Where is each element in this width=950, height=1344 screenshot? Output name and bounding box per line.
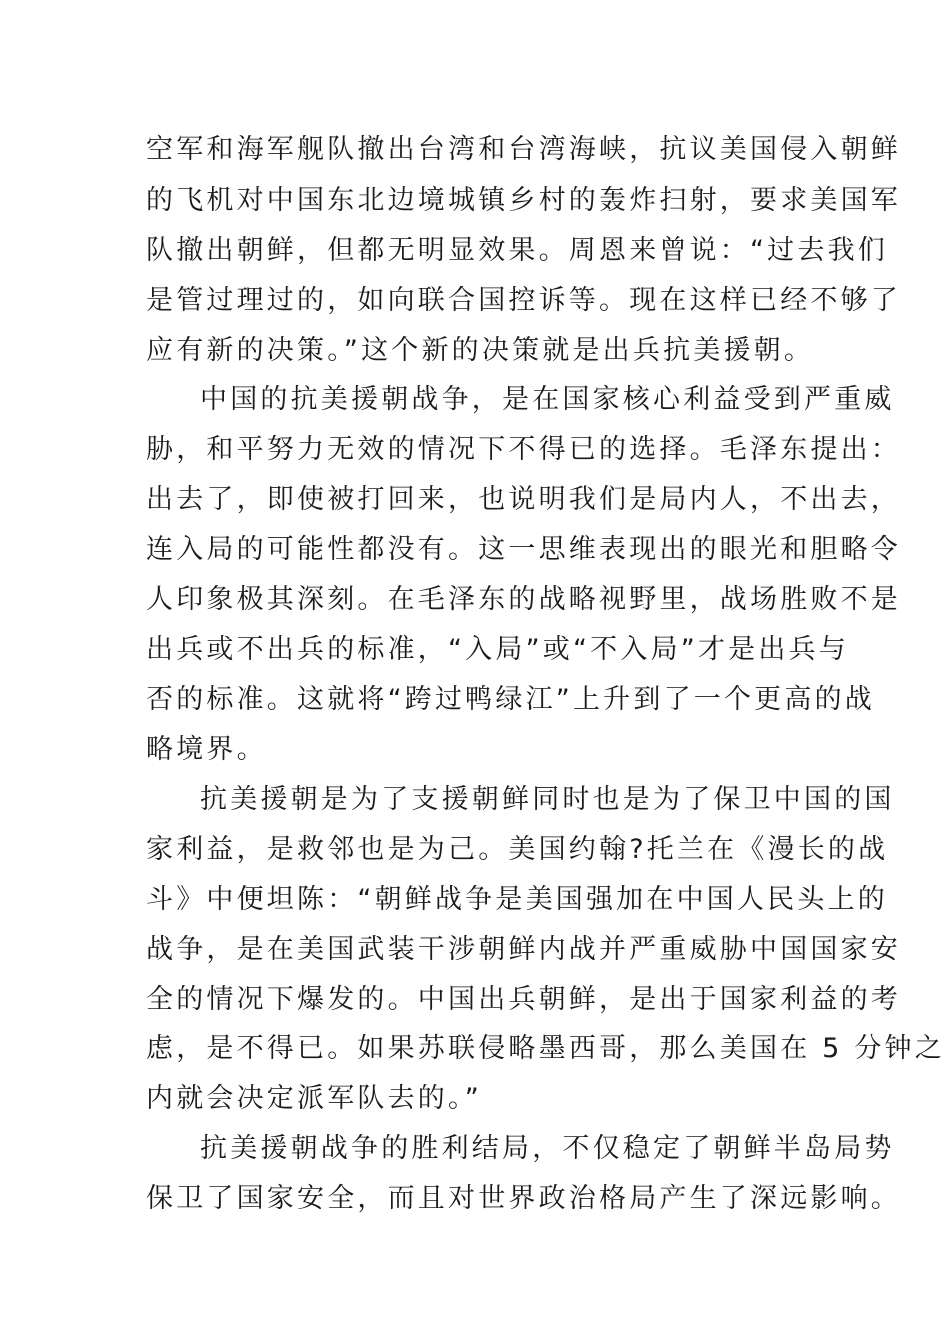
paragraph-start-line: 抗美援朝是为了支援朝鲜同时也是为了保卫中国的国: [200, 784, 895, 815]
text-line-1: 空军和海军舰队撤出台湾和台湾海峡，抗议美国侵入朝鲜: [146, 134, 901, 165]
text-line-9: 连入局的可能性都没有。这一思维表现出的眼光和胆略令: [146, 534, 901, 565]
text-line-17: 战争，是在美国武装干涉朝鲜内战并严重威胁中国国家安: [146, 934, 901, 965]
text-line-2: 的飞机对中国东北边境城镇乡村的轰炸扫射，要求美国军: [146, 185, 901, 216]
text-line-7: 胁，和平努力无效的情况下不得已的选择。毛泽东提出：: [146, 434, 901, 465]
text-line-16: 斗》中便坦陈：“朝鲜战争是美国强加在中国人民头上的: [146, 884, 888, 915]
text-line-8: 出去了，即使被打回来，也说明我们是局内人，不出去，: [146, 484, 901, 515]
text-line-18: 全的情况下爆发的。中国出兵朝鲜，是出于国家利益的考: [146, 984, 901, 1015]
text-line-22: 保卫了国家安全，而且对世界政治格局产生了深远影响。: [146, 1183, 901, 1214]
text-line-12: 否的标准。这就将“跨过鸭绿江”上升到了一个更高的战: [146, 684, 875, 715]
text-line-13: 略境界。: [146, 734, 267, 765]
text-line-3: 队撤出朝鲜，但都无明显效果。周恩来曾说：“过去我们: [146, 235, 888, 266]
text-line-20: 内就会决定派军队去的。”: [146, 1083, 482, 1114]
text-line-10: 人印象极其深刻。在毛泽东的战略视野里，战场胜败不是: [146, 584, 901, 615]
paragraph-start-line: 抗美援朝战争的胜利结局，不仅稳定了朝鲜半岛局势: [200, 1133, 895, 1164]
text-line-11: 出兵或不出兵的标准，“入局”或“不入局”才是出兵与: [146, 634, 849, 665]
paragraph-start-line: 中国的抗美援朝战争，是在国家核心利益受到严重威: [200, 384, 895, 415]
text-line-5: 应有新的决策。”这个新的决策就是出兵抗美援朝。: [146, 335, 815, 366]
text-line-19: 虑，是不得已。如果苏联侵略墨西哥，那么美国在 5 分钟之: [146, 1033, 945, 1064]
text-line-4: 是管过理过的，如向联合国控诉等。现在这样已经不够了: [146, 285, 901, 316]
text-line-15: 家利益，是救邻也是为己。美国约翰?托兰在《漫长的战: [146, 834, 889, 865]
